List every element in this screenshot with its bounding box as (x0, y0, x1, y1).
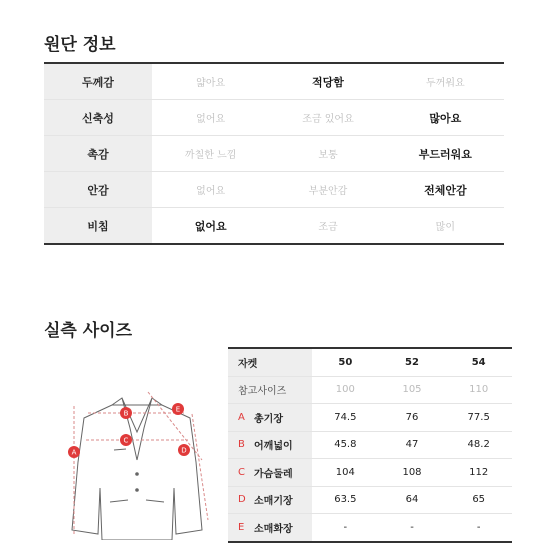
fabric-option-selected: 전체안감 (424, 183, 467, 197)
measurement-name: 소매화장 (254, 523, 293, 535)
marker-e-icon (172, 403, 184, 415)
measurement-letter: C (238, 466, 245, 478)
measurement-value: 112 (469, 466, 489, 478)
measurement-row (228, 459, 512, 487)
fabric-option: 없어요 (196, 114, 226, 125)
jacket-button (135, 472, 139, 476)
size-table (228, 347, 512, 543)
measurement-value: 64 (405, 494, 419, 506)
fabric-option: 없어요 (196, 186, 226, 197)
svg-text:B: B (123, 409, 129, 418)
size-column-header: 50 (338, 356, 353, 368)
reference-size-row (228, 377, 512, 405)
marker-c-icon (120, 434, 132, 446)
size-column-header: 54 (471, 356, 486, 368)
measurement-value: 47 (405, 439, 419, 451)
measurement-value: 74.5 (334, 411, 357, 423)
fabric-option-selected: 부드러워요 (418, 147, 472, 161)
fabric-option: 조금 (318, 222, 338, 233)
fabric-info-title: 원단 정보 (44, 35, 116, 55)
fabric-row-label: 비침 (44, 208, 152, 243)
fabric-row-label: 안감 (44, 172, 152, 207)
size-header-label: 자켓 (228, 349, 312, 376)
fabric-row-label: 촉감 (44, 136, 152, 171)
measurement-label (228, 404, 312, 431)
fabric-row-label: 신축성 (44, 100, 152, 135)
marker-b-icon (120, 407, 132, 419)
measurement-label (228, 514, 312, 541)
measurement-letter: A (238, 411, 245, 423)
measurement-label (228, 459, 312, 486)
measurement-row (228, 404, 512, 432)
fabric-option-selected: 많아요 (429, 111, 462, 125)
measurement-value: 48.2 (467, 439, 490, 451)
measurement-label (228, 487, 312, 514)
measurement-letter: E (238, 521, 245, 533)
reference-size-label: 참고사이즈 (228, 377, 312, 404)
measurement-value: 45.8 (334, 439, 357, 451)
fabric-option: 조금 있어요 (302, 114, 354, 125)
measurement-name: 총기장 (254, 413, 283, 425)
measurement-value: - (476, 521, 481, 533)
measurement-label (228, 432, 312, 459)
reference-size-value: 105 (402, 384, 422, 396)
fabric-option: 얇아요 (196, 78, 226, 89)
fabric-option: 까칠한 느낌 (184, 150, 237, 161)
measurement-value: 77.5 (467, 411, 490, 423)
fabric-option: 보통 (318, 150, 338, 161)
measurement-row (228, 514, 512, 541)
measurement-value: 63.5 (334, 494, 357, 506)
marker-a-icon (68, 446, 80, 458)
measurement-value: - (343, 521, 348, 533)
measurement-value: 76 (405, 411, 419, 423)
measurement-value: - (410, 521, 414, 533)
fabric-row-sheerness (44, 208, 504, 243)
svg-text:A: A (71, 448, 77, 457)
jacket-lapels (112, 398, 162, 460)
fabric-option-selected: 없어요 (194, 219, 227, 233)
fabric-option-selected: 적당함 (312, 75, 344, 89)
measurement-letter: B (238, 439, 245, 451)
measured-size-title: 실측 사이즈 (44, 321, 133, 341)
size-column-header: 52 (405, 356, 419, 368)
fabric-row-label: 두께감 (44, 64, 152, 99)
measurement-row (228, 432, 512, 460)
fabric-row-texture (44, 136, 504, 172)
jacket-measurement-diagram (52, 370, 220, 540)
fabric-option: 부분안감 (308, 186, 348, 197)
measurement-letter: D (238, 494, 246, 506)
jacket-button (135, 488, 139, 492)
svg-text:C: C (123, 436, 129, 445)
marker-d-icon (178, 444, 190, 456)
measurement-name: 소매기장 (254, 496, 293, 508)
fabric-row-thickness (44, 64, 504, 100)
fabric-row-stretch (44, 100, 504, 136)
size-header-row (228, 349, 512, 377)
reference-size-value: 110 (469, 384, 489, 396)
measurement-row (228, 487, 512, 515)
svg-text:D: D (181, 446, 187, 455)
measurement-name: 어깨넓이 (254, 441, 293, 453)
measurement-name: 가슴둘레 (254, 468, 293, 480)
fabric-info-table (44, 62, 504, 245)
measurement-value: 65 (472, 494, 486, 506)
svg-text:E: E (175, 405, 181, 414)
measurement-value: 104 (335, 466, 355, 478)
reference-size-value: 100 (335, 384, 355, 396)
fabric-option: 두꺼워요 (426, 78, 465, 89)
fabric-row-lining (44, 172, 504, 208)
fabric-option: 많이 (435, 222, 455, 233)
measurement-value: 108 (402, 466, 422, 478)
